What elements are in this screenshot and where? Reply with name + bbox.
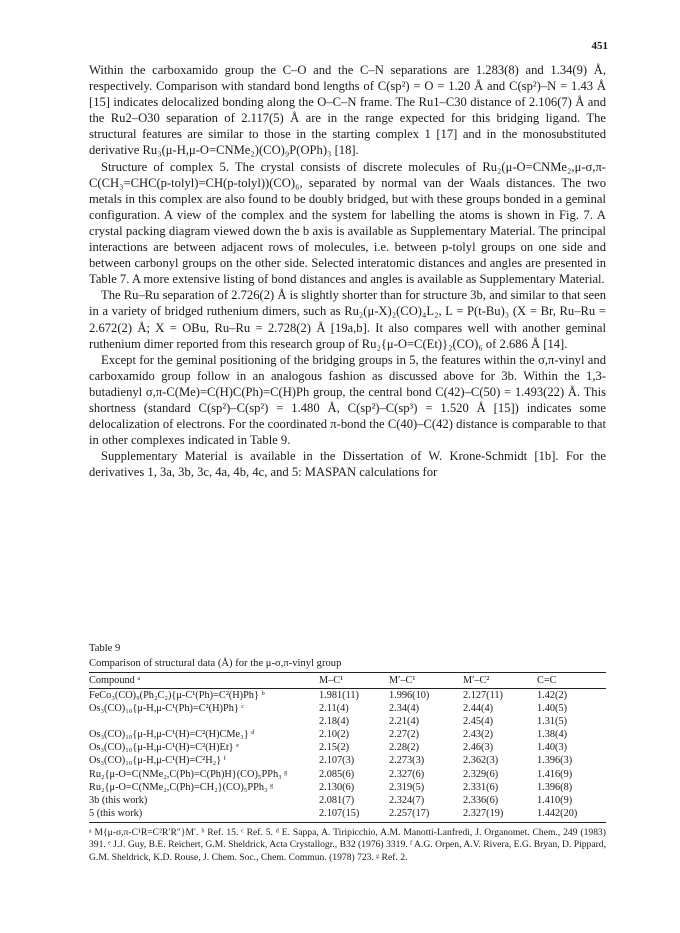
comparison-table — [89, 672, 606, 823]
paragraph-geminal-positioning: Except for the geminal positioning of the bridging groups in 5, the features within the σ,π-vinyl and carboxamido group follow in an analogous fashion as discussed above for 3b. Within the 1,3-butadienyl σ,π-C(Me)=C(H)C(Ph)=C(H)Ph group, the central bond C(42)–C(50) = 1.493(22) Å. This shortness (standard C(sp²)–C(sp²) = 1.480 Å, C(sp²)–C(sp³) = 1.520 Å [15]) indicates some delocalization of electrons. For the coordinated π-bond the C(40)–C(42) distance is comparable to that in other complexes indicated in Table 9. — [89, 352, 606, 448]
table-row — [89, 807, 606, 823]
cell-value: 2.21(4) — [389, 716, 420, 728]
table-label: Table 9 — [89, 643, 121, 654]
cell-value: 2.107(3) — [319, 755, 355, 767]
cell-value: 2.362(3) — [463, 755, 499, 767]
cell-compound: Os₃(CO)₁₀{μ-H,μ-C¹(Ph)=C²(H)Ph} ᶜ — [89, 703, 244, 715]
paragraph-structure-complex-5: Structure of complex 5. The crystal consists of discrete molecules of Ru₂(μ-O=CNMe₂,μ-σ,π-C(CH₃=CHC(p-tolyl)=CH(p-tolyl))(CO)₆, separated by normal van der Waals distances. The two metals in this complex are also found to be doubly bridged, but with these groups bonded in a geminal configuration. A view of the complex and the system for labelling the atoms is shown in Fig. 7. A crystal packing diagram viewed down the b axis is available as Supplementary Material. The principal interactions are between adjacent rows of molecules, i.e. between p-tolyl groups on one side and between carbonyl groups on the other side. Selected interatomic distances and angles are presented in Table 7. A more extensive listing of bond distances and angles is available as Supplementary Material. — [89, 159, 606, 287]
cell-compound: 3b (this work) — [89, 794, 148, 806]
cell-value: 2.324(7) — [389, 794, 425, 806]
cell-value: 2.34(4) — [389, 703, 420, 715]
paragraph-ru-ru-separation: The Ru–Ru separation of 2.726(2) Å is slightly shorter than for structure 3b, and similar to that seen in a variety of bridged ruthenium dimers, such as Ru₂(μ-X)₂(CO)₄L₂, L = P(t-Bu)₃ (X = Br, Ru–Ru = 2.672(2) Å; X = OBu, Ru–Ru = 2.728(2) Å [19a,b]. It also compares well with another geminal ruthenium dimer reported from this research group of Ru₂{μ-O=C(Et)}₂(CO)₆ of 2.686 Å [14]. — [89, 288, 606, 351]
cell-compound: Ru₂{μ-O=C(NMe₂,C(Ph)=C(Ph)H}(CO)₅PPh₃ ᵍ — [89, 768, 288, 780]
cell-compound: Ru₂{μ-O=C(NMe₂,C(Ph)=CH₂}(CO)₅PPh₃ ᵍ — [89, 781, 274, 793]
cell-value: 2.319(5) — [389, 781, 425, 793]
table-row — [89, 768, 606, 781]
cell-value: 2.257(17) — [389, 807, 463, 823]
table-row — [89, 702, 606, 715]
cell-value: 2.331(6) — [463, 781, 499, 793]
cell-compound: Os₃(CO)₁₀{μ-H,μ-C¹(H)=C²(H)Et} ᵉ — [89, 742, 239, 754]
cell-value: 1.416(9) — [537, 768, 573, 780]
cell-value: 2.127(11) — [463, 690, 503, 701]
cell-value: 2.107(15) — [319, 807, 389, 823]
cell-value: 2.27(2) — [389, 729, 420, 741]
table-caption: Comparison of structural data (Å) for the μ-σ,π-vinyl group — [89, 658, 342, 669]
cell-value: 2.15(2) — [319, 742, 350, 754]
cell-value: 1.996(10) — [389, 690, 430, 701]
header-m-c1: M–C¹ — [319, 673, 389, 689]
cell-value: 1.40(5) — [537, 703, 568, 715]
cell-value: 1.396(3) — [537, 755, 573, 767]
table-row — [89, 715, 606, 728]
cell-value: 2.327(19) — [463, 807, 537, 823]
cell-value: 2.11(4) — [319, 703, 349, 715]
cell-value: 1.31(5) — [537, 716, 568, 728]
body-text — [89, 62, 606, 480]
cell-compound: Os₃(CO)₁₀{μ-H,μ-C¹(H)=C²H₂} ᶠ — [89, 755, 226, 767]
cell-compound: FeCo₃(CO)₉(Ph₂C₂){μ-C¹(Ph)=C²(H)Ph} ᵇ — [89, 690, 265, 701]
cell-value: 1.40(3) — [537, 742, 568, 754]
cell-value: 2.43(2) — [463, 729, 494, 741]
cell-value: 2.329(6) — [463, 768, 499, 780]
cell-value: 2.085(6) — [319, 768, 355, 780]
header-c-c: C=C — [537, 673, 606, 689]
table-row — [89, 794, 606, 807]
header-mprime-c1: M′–C¹ — [389, 673, 463, 689]
table-header-row — [89, 673, 606, 689]
cell-value: 2.46(3) — [463, 742, 494, 754]
table-row — [89, 741, 606, 754]
table-row — [89, 689, 606, 703]
cell-value: 2.18(4) — [319, 716, 350, 728]
cell-value: 1.410(9) — [537, 794, 573, 806]
cell-value: 1.981(11) — [319, 690, 359, 701]
header-mprime-c2: M′–C² — [463, 673, 537, 689]
cell-value: 1.396(8) — [537, 781, 573, 793]
cell-value: 2.336(6) — [463, 794, 499, 806]
cell-compound — [89, 715, 319, 728]
paragraph-carboxamido: Within the carboxamido group the C–O and the C–N separations are 1.283(8) and 1.34(9) Å, respectively. Comparison with standard bond lengths of C(sp²) = O = 1.20 Å and C(sp²)–N = 1.43 Å [15] indicates delocalized bonding along the O–C–N frame. The Ru1–C30 distance of 2.106(7) Å and the Ru2–O30 separation of 2.117(5) Å are in the range expected for this bridging ligand. The structural features are similar to those in the starting complex 1 [17] and in the monosubstituted derivative Ru₃(μ-H,μ-O=CNMe₂)(CO)₉P(OPh)₃ [18]. — [89, 63, 606, 158]
cell-value: 2.327(6) — [389, 768, 425, 780]
table-footnotes: ᵃ M{μ-σ,π-C¹R=C²R′R″}M′. ᵇ Ref. 15. ᶜ Ref. 5. ᵈ E. Sappa, A. Tiripicchio, A.M. Manotti-Lanfredi, J. Organomet. Chem., 249 (1983) 391. ᵉ J.J. Guy, B.E. Reichert, G.M. Sheldrick, Acta Crystallogr., B32 (1976) 3319. ᶠ A.G. Orpen, A.V. Rivera, E.G. Bryan, D. Pippard, G.M. Sheldrick, K.D. Rouse, J. Chem. Soc., Chem. Commun. (1978) 723. ᵍ Ref. 2. — [89, 826, 606, 863]
cell-compound: Os₃(CO)₁₀{μ-H,μ-C¹(H)=C²(H)CMe₃} ᵈ — [89, 729, 255, 741]
cell-value: 1.42(2) — [537, 690, 568, 701]
table-row — [89, 781, 606, 794]
cell-value: 2.10(2) — [319, 729, 350, 741]
cell-value: 1.38(4) — [537, 729, 568, 741]
table-row — [89, 728, 606, 741]
cell-value: 1.442(20) — [537, 807, 606, 823]
table-row — [89, 754, 606, 767]
cell-value: 2.273(3) — [389, 755, 425, 767]
cell-compound: 5 (this work) — [89, 807, 319, 823]
cell-value: 2.28(2) — [389, 742, 420, 754]
cell-value: 2.45(4) — [463, 716, 494, 728]
cell-value: 2.130(6) — [319, 781, 355, 793]
page-number: 451 — [591, 40, 608, 52]
cell-value: 2.44(4) — [463, 703, 494, 715]
cell-value: 2.081(7) — [319, 794, 355, 806]
paragraph-supplementary-material: Supplementary Material is available in the Dissertation of W. Krone-Schmidt [1b]. For the derivatives 1, 3a, 3b, 3c, 4a, 4b, 4c, and 5: MASPAN calculations for — [89, 449, 606, 480]
header-compound: Compound ᵃ — [89, 673, 319, 689]
table-9 — [89, 643, 606, 864]
